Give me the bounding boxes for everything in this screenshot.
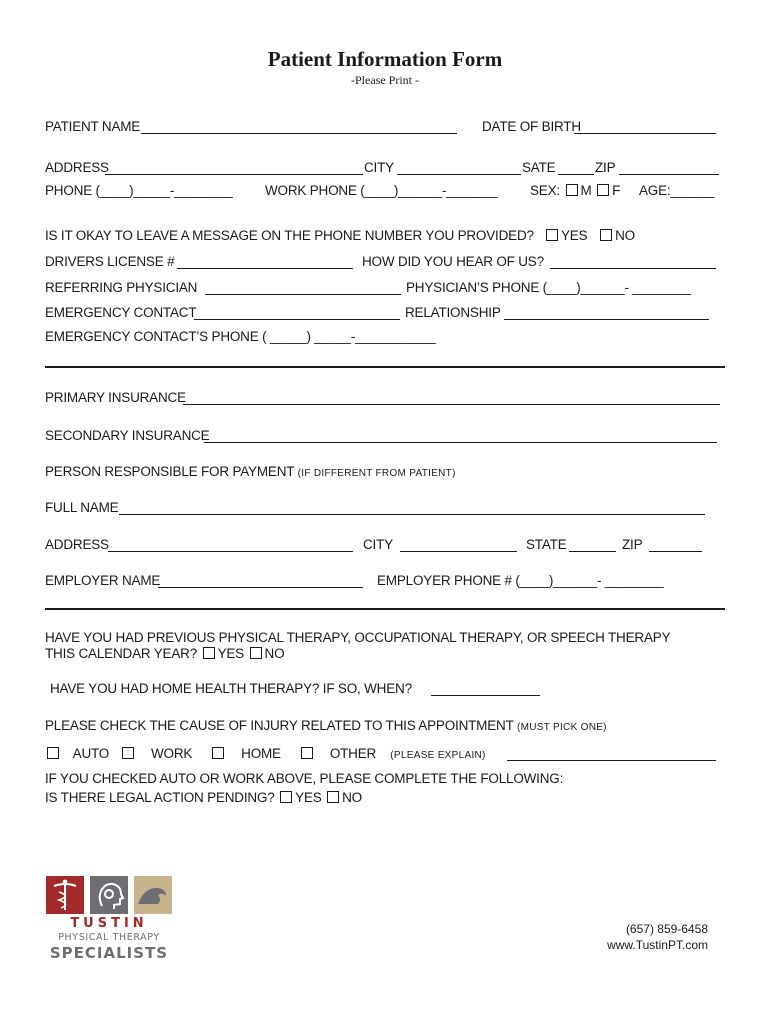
primary-insurance-field[interactable] (183, 404, 720, 405)
message-no-checkbox[interactable] (600, 229, 612, 241)
prev-therapy-line1: HAVE YOU HAD PREVIOUS PHYSICAL THERAPY, OCCUPATIONAL THERAPY, OR SPEECH THERAPY (45, 630, 671, 645)
message-no-label: NO (615, 228, 635, 243)
footer-website[interactable]: www.TustinPT.com (607, 938, 708, 952)
ins-zip-label: ZIP (622, 537, 643, 552)
employer-name-field[interactable] (158, 587, 363, 588)
prev-therapy-yes-label: YES (217, 646, 244, 661)
legal-yes-label: YES (295, 790, 322, 805)
logo-tile-head-icon (90, 876, 128, 914)
address-label: ADDRESS (45, 160, 109, 175)
secondary-insurance-field[interactable] (204, 442, 717, 443)
legal-yes-checkbox[interactable] (280, 791, 292, 803)
employer-phone-label[interactable]: EMPLOYER PHONE # (____)______- ________ (377, 573, 664, 588)
phone-label[interactable]: PHONE (____)_____-________ (45, 183, 233, 198)
footer-phone: (657) 859-6458 (625, 922, 708, 936)
work-phone-label[interactable]: WORK PHONE (____)______-_______ (265, 183, 498, 198)
ins-city-field[interactable] (400, 551, 517, 552)
drivers-license-field[interactable] (177, 268, 353, 269)
cause-row (45, 718, 607, 733)
relationship-field[interactable] (504, 319, 709, 320)
responsible-label (45, 464, 456, 479)
message-yes-checkbox[interactable] (546, 229, 558, 241)
age-label[interactable]: AGE:______ (639, 183, 715, 198)
referring-physician-label: REFERRING PHYSICIAN (45, 280, 198, 295)
full-name-field[interactable] (119, 514, 705, 515)
logo-line2: PHYSICAL THERAPY (58, 932, 160, 943)
prev-therapy-yes-checkbox[interactable] (203, 647, 215, 659)
cause-home-checkbox[interactable] (212, 747, 224, 759)
message-question: IS IT OKAY TO LEAVE A MESSAGE ON THE PHONE NUMBER YOU PROVIDED? (45, 228, 534, 243)
relationship-label: RELATIONSHIP (405, 305, 501, 320)
ins-address-field[interactable] (108, 551, 353, 552)
physician-phone-label[interactable]: PHYSICIAN’S PHONE (____)______- ________ (406, 280, 691, 295)
cause-options (45, 746, 486, 761)
legal-no-checkbox[interactable] (327, 791, 339, 803)
logo-line3: SPECIALISTS (49, 944, 169, 962)
cause-home-label: HOME (241, 746, 281, 761)
logo-tile-caduceus-icon (46, 876, 84, 914)
employer-name-label: EMPLOYER NAME (45, 573, 161, 588)
referring-physician-field[interactable] (205, 294, 401, 295)
sex-m-checkbox[interactable] (566, 184, 578, 196)
prev-therapy-no-label: NO (264, 646, 285, 661)
logo (46, 876, 176, 966)
cause-note: (MUST PICK ONE) (516, 722, 607, 733)
home-health-field[interactable] (431, 695, 540, 696)
form-subtitle: -Please Print - (351, 73, 419, 87)
responsible-text: PERSON RESPONSIBLE FOR PAYMENT (45, 464, 295, 479)
zip-label: ZIP (595, 160, 616, 175)
cause-auto-label: AUTO (72, 746, 110, 761)
how-hear-field[interactable] (550, 268, 716, 269)
cause-label: PLEASE CHECK THE CAUSE OF INJURY RELATED TO THIS APPOINTMENT (45, 718, 514, 733)
prev-therapy-line2 (45, 646, 284, 661)
form-title: Patient Information Form (267, 47, 503, 71)
if-checked-label: IF YOU CHECKED AUTO OR WORK ABOVE, PLEASE COMPLETE THE FOLLOWING: (45, 771, 564, 786)
cause-work-checkbox[interactable] (122, 747, 134, 759)
full-name-label: FULL NAME (45, 500, 119, 515)
primary-insurance-label: PRIMARY INSURANCE (45, 390, 186, 405)
sex-label: SEX: (530, 183, 560, 198)
home-health-label: HAVE YOU HAD HOME HEALTH THERAPY? IF SO, WHEN? (50, 681, 412, 696)
section-divider-2 (45, 608, 725, 610)
ins-city-label: CITY (363, 537, 393, 552)
cause-work-label: WORK (150, 746, 193, 761)
cause-auto-checkbox[interactable] (47, 747, 59, 759)
ins-address-label: ADDRESS (45, 537, 109, 552)
state-label: SATE (522, 160, 556, 175)
logo-line1: TUSTIN (70, 916, 148, 931)
ins-state-label: STATE (526, 537, 567, 552)
sex-f-label: F (612, 183, 621, 198)
sex-f-checkbox[interactable] (597, 184, 609, 196)
zip-field[interactable] (619, 174, 719, 175)
responsible-note: (IF DIFFERENT FROM PATIENT) (297, 468, 456, 479)
emergency-contact-label: EMERGENCY CONTACT (45, 305, 197, 320)
message-yes-no (544, 228, 635, 243)
dob-field[interactable] (574, 133, 716, 134)
sex-m-label: M (580, 183, 592, 198)
emergency-contact-field[interactable] (194, 319, 400, 320)
address-field[interactable] (105, 174, 363, 175)
cause-other-checkbox[interactable] (301, 747, 313, 759)
sex-row (530, 183, 620, 198)
cause-explain-field[interactable] (507, 760, 716, 761)
patient-name-label: PATIENT NAME (45, 119, 141, 134)
prev-therapy-no-checkbox[interactable] (250, 647, 262, 659)
cause-explain-label: (PLEASE EXPLAIN) (390, 750, 486, 761)
patient-name-field[interactable] (141, 133, 457, 134)
secondary-insurance-label: SECONDARY INSURANCE (45, 428, 210, 443)
state-field[interactable] (558, 174, 594, 175)
city-label: CITY (364, 160, 394, 175)
city-field[interactable] (397, 174, 521, 175)
message-yes-label: YES (561, 228, 588, 243)
section-divider (45, 366, 725, 368)
how-hear-label: HOW DID YOU HEAR OF US? (362, 254, 544, 269)
ins-zip-field[interactable] (649, 551, 702, 552)
logo-tile-wave-icon (134, 876, 172, 914)
emergency-phone-label[interactable]: EMERGENCY CONTACT’S PHONE ( _____) _____-___________ (45, 329, 436, 344)
dob-label: DATE OF BIRTH (482, 119, 581, 134)
legal-row (45, 790, 362, 805)
cause-other-label: OTHER (329, 746, 377, 761)
drivers-license-label: DRIVERS LICENSE # (45, 254, 175, 269)
ins-state-field[interactable] (569, 551, 616, 552)
legal-no-label: NO (342, 790, 362, 805)
legal-label: IS THERE LEGAL ACTION PENDING? (45, 790, 275, 805)
prev-therapy-question: THIS CALENDAR YEAR? (45, 646, 197, 661)
